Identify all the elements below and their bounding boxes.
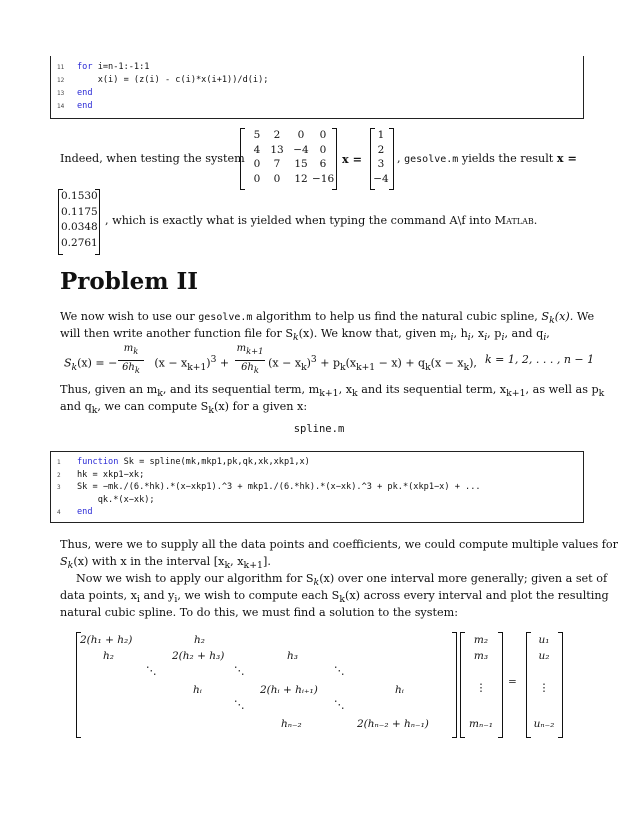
test-matrix-cell: 6 [319, 158, 327, 170]
eq-t1: (x − x [154, 356, 188, 370]
p3-e: , as well as p [525, 383, 599, 396]
m-vec-3: mₙ₋₁ [469, 718, 493, 730]
p3-a1: k [157, 388, 163, 400]
testing-after-into: into [469, 214, 492, 227]
sys-r1c1: 2(h₁ + h₂) [80, 634, 133, 646]
test-matrix-cell: −4 [293, 143, 309, 156]
frac2-num-sub: k+1 [246, 346, 264, 356]
top-keyword: for [77, 62, 93, 72]
closing-1: Thus, were we to supply all the data points and coefficients, we could compute multiple values for [60, 538, 618, 551]
spline-code-line [77, 470, 144, 480]
spline-line-number: 2 [57, 471, 61, 479]
frac1-num [118, 343, 144, 356]
p4-a1: k [91, 405, 98, 417]
p2-k: k [293, 332, 299, 344]
sys-r4c2: 2(hᵢ + hᵢ₊₁) [260, 684, 318, 696]
top-line-number: 11 [57, 64, 65, 71]
spline-code-line [77, 457, 310, 467]
u-vec-0: u₁ [538, 634, 550, 646]
p4-b1: k [208, 405, 214, 417]
frac1-num-sub: k [133, 346, 139, 356]
top-code-line [77, 88, 93, 98]
testing-after-cmd: A\f [449, 214, 466, 227]
frac1-line [118, 360, 144, 361]
closing-5: natural cubic spline. To do this, we must find a solution to the system: [60, 606, 458, 619]
top-line-number: 12 [57, 77, 65, 84]
u-right-bracket [558, 632, 563, 738]
test-matrix-cell: 5 [253, 129, 261, 141]
c4-d: (x) across every interval and plot the resulting [344, 589, 609, 602]
spline-code-text: qk.*(x−xk); [77, 494, 155, 505]
eq-t3-e: k [425, 361, 431, 373]
c4-b: and y [139, 589, 175, 602]
test-matrix-cell: −16 [312, 172, 335, 185]
u-vec-2: ⋮ [538, 682, 550, 694]
eq-t3: + p [316, 356, 341, 370]
p4-b: , we can compute S [97, 400, 209, 413]
spline-code-line [77, 482, 481, 492]
p3-d: and its sequential term, x [357, 383, 507, 396]
c2-b: (x) with x in the interval [x [73, 555, 225, 568]
eq-t3-f: (x − x [430, 356, 464, 370]
test-matrix-cell: 0 [253, 172, 261, 185]
rhs-vector-cell: −4 [373, 172, 389, 185]
eq-t3-c: k+1 [356, 361, 376, 373]
top-code-listing [50, 56, 584, 119]
test-matrix-cell: 2 [273, 129, 281, 141]
spline-code-line [77, 507, 93, 517]
m-vec-0: m₂ [473, 634, 489, 646]
testing-tail-text: yields the result [461, 152, 554, 165]
testing-after-matlab: Matlab [494, 214, 534, 227]
p3-a: Thus, given an m [60, 383, 158, 396]
spline-code-listing [50, 451, 584, 523]
sys-r6c2: 2(hₙ₋₂ + hₙ₋₁) [357, 718, 429, 730]
p1-sx: (x). [554, 310, 574, 323]
sys-dots-1: ⋱ [146, 665, 157, 677]
spline-code-text: Sk = spline(mk,mkp1,pk,qk,xk,xkp1,x) [118, 457, 310, 467]
frac1-num-text: m [123, 343, 134, 354]
u-vec-3: uₙ₋₂ [533, 718, 555, 730]
rhs-right-bracket [389, 128, 394, 190]
p3-e1: k [598, 388, 605, 400]
c2-f: ]. [262, 555, 271, 568]
test-matrix-cell: 0 [253, 158, 261, 170]
frac2-den-text: 6h [241, 362, 254, 373]
spline-keyword: function [77, 457, 119, 467]
p2-f: , and q [504, 327, 544, 340]
eq-p3b: 3 [310, 354, 317, 365]
c2-d: , x [230, 555, 244, 568]
sys-r4c3: hᵢ [395, 684, 404, 696]
rhs-vector-cell: 3 [377, 158, 385, 170]
sys-r1c2: h₂ [194, 634, 205, 646]
testing-after-end: . [533, 214, 538, 227]
rhs-vector-cell: 1 [377, 129, 385, 141]
p2-i2: i [467, 332, 471, 344]
frac2-line [235, 360, 265, 361]
p3-b1: k+1 [319, 388, 339, 400]
eq-t2-e: ) [306, 356, 311, 370]
test-matrix-cell: 15 [294, 158, 308, 170]
m-right-bracket [498, 632, 503, 738]
matrix-right-bracket [332, 128, 337, 190]
c2-a: S [60, 555, 68, 568]
result-vector-cell: 0.1530 [61, 190, 98, 202]
test-matrix-cell: 0 [319, 143, 327, 156]
p2-e: , p [487, 327, 502, 340]
top-keyword: end [77, 88, 93, 98]
system-equals: = [508, 676, 517, 688]
test-matrix-cell: 7 [273, 158, 281, 170]
testing-after-text: , which is exactly what is yielded when typing the command [105, 214, 446, 227]
p1-a: We now wish to use our [60, 310, 195, 323]
eq-t3-d: − x) + q [375, 356, 426, 370]
test-matrix-cell: 0 [319, 129, 327, 141]
m-vec-1: m₃ [473, 650, 489, 662]
p1-code: gesolve.m [198, 312, 253, 323]
result-vector-cell: 0.2761 [61, 236, 98, 249]
top-code-line [77, 75, 268, 85]
test-matrix-cell: 12 [294, 172, 308, 185]
c4-i2: i [174, 594, 178, 606]
u-vec-1: u₂ [538, 650, 550, 662]
result-vector-cell: 0.0348 [61, 221, 98, 233]
top-line-number: 14 [57, 103, 65, 110]
system-left-bracket [76, 632, 81, 738]
p1-sk: k [549, 315, 555, 327]
file-label: spline.m [293, 423, 345, 435]
p1-b: algorithm to help us find the natural cubic spline, [256, 310, 538, 323]
testing-after [105, 212, 537, 229]
m-vec-2: ⋮ [475, 682, 487, 694]
top-code-line [77, 101, 93, 111]
frac1-den-sub: k [134, 365, 140, 375]
c3: Now we wish to apply our algorithm for S [76, 572, 314, 585]
frac1-den [118, 362, 144, 375]
spline-line-number: 3 [57, 484, 61, 491]
matrix-left-bracket [240, 128, 245, 190]
top-code-line [77, 62, 149, 72]
testing-tail-code: gesolve.m [404, 154, 459, 165]
p3-c: , x [338, 383, 353, 396]
spline-code-text: Sk = −mk./(6.*hk).*(x−xkp1).^3 + mkp1./(6.*hk).*(x−xk).^3 + pk.*(xkp1−x) + ... [77, 482, 481, 492]
c4-i: i [136, 594, 140, 606]
frac1-den-text: 6h [122, 362, 135, 373]
test-matrix-cell: 0 [297, 129, 305, 141]
top-code-text: i=n-1:-1:1 [92, 62, 150, 72]
eq-t1-s: k+1 [187, 361, 207, 373]
p2-i4: i [501, 332, 505, 344]
p2-i3: i [484, 332, 488, 344]
sys-dots-2: ⋱ [234, 665, 245, 677]
top-code-text: x(i) = (z(i) - c(i)*x(i+1))/d(i); [77, 75, 269, 85]
c3-k: k [313, 577, 320, 589]
sys-r6c1: hₙ₋₂ [281, 718, 302, 730]
eq-t3-b: (x [345, 356, 357, 370]
spline-line-number: 4 [57, 509, 61, 516]
top-keyword: end [77, 101, 93, 111]
eq-t3-g: k [463, 361, 470, 373]
eq-t2-s: k [301, 361, 307, 373]
spline-keyword: end [77, 507, 93, 517]
spline-code-line [77, 495, 155, 505]
sys-r2c1: h₂ [103, 650, 114, 662]
sys-r2c2: 2(h₂ + h₃) [172, 650, 225, 662]
top-line-number: 13 [57, 90, 65, 97]
p2-b: (x). We know that, given m [298, 327, 451, 340]
frac2-den [235, 362, 265, 375]
frac2-num-text: m [236, 343, 247, 354]
sys-r2c3: h₃ [287, 650, 298, 662]
c4-c: , we wish to compute each S [177, 589, 340, 602]
p1-c: We [576, 310, 595, 323]
frac2-num [235, 343, 265, 356]
sys-dots-5: ⋱ [334, 699, 345, 711]
p2-g: , [546, 327, 550, 340]
frac2-den-sub: k [253, 365, 259, 375]
eq-t3-h: ), [469, 356, 477, 370]
sys-dots-3: ⋱ [334, 665, 345, 677]
result-vector-cell: 0.1175 [61, 205, 98, 218]
p2-c: , h [453, 327, 468, 340]
spline-line-number: 1 [57, 459, 61, 466]
eq-t1-e: ) [206, 356, 211, 370]
p3-c1: k [352, 388, 358, 400]
system-right-bracket [452, 632, 457, 738]
test-matrix-cell: 0 [273, 172, 281, 185]
c2-k: k [67, 560, 74, 572]
x-equals: x = [342, 152, 362, 166]
testing-lead: Indeed, when testing the system [60, 152, 245, 165]
eq-lhs-k: k [71, 361, 78, 373]
result-label: x = [556, 151, 577, 165]
p2-i1: i [450, 332, 454, 344]
c4-k: k [339, 594, 345, 606]
eq-t2: (x − x [268, 356, 302, 370]
section-title: Problem II [60, 268, 199, 295]
testing-tail [397, 150, 577, 168]
p3-d1: k+1 [506, 388, 526, 400]
p2: will then write another function file for S [60, 327, 294, 340]
eq-lhs-2: (x) = − [77, 356, 118, 370]
eq-p3a: 3 [210, 354, 217, 365]
eq-lhs: S [64, 356, 72, 370]
p2-d: , x [470, 327, 485, 340]
eq-range: k = 1, 2, . . . , n − 1 [485, 353, 595, 366]
p3-b: , and its sequential term, m [162, 383, 320, 396]
c3-b: (x) over one interval more generally; given a set of [319, 572, 608, 585]
sys-dots-4: ⋱ [234, 699, 245, 711]
p1-s: S [541, 310, 550, 323]
test-matrix-cell: 4 [253, 143, 261, 156]
testing-tail-comma: , [397, 152, 401, 165]
p4-a: and q [60, 400, 92, 413]
c4-a: data points, x [60, 589, 137, 602]
eq-t3-s: k [340, 361, 346, 373]
c2-c: k [224, 560, 231, 572]
result-right-bracket [95, 189, 100, 255]
spline-code-text: hk = xkp1−xk; [77, 469, 145, 480]
p4-c: (x) for a given x: [213, 400, 308, 413]
p2-i5: i [543, 332, 547, 344]
problem-p4 [60, 398, 307, 419]
c2-e: k+1 [243, 560, 263, 572]
rhs-vector-cell: 2 [377, 143, 385, 156]
sys-r4c1: hᵢ [193, 684, 202, 696]
eq-plus: + [216, 356, 233, 370]
test-matrix-cell: 13 [270, 143, 284, 156]
